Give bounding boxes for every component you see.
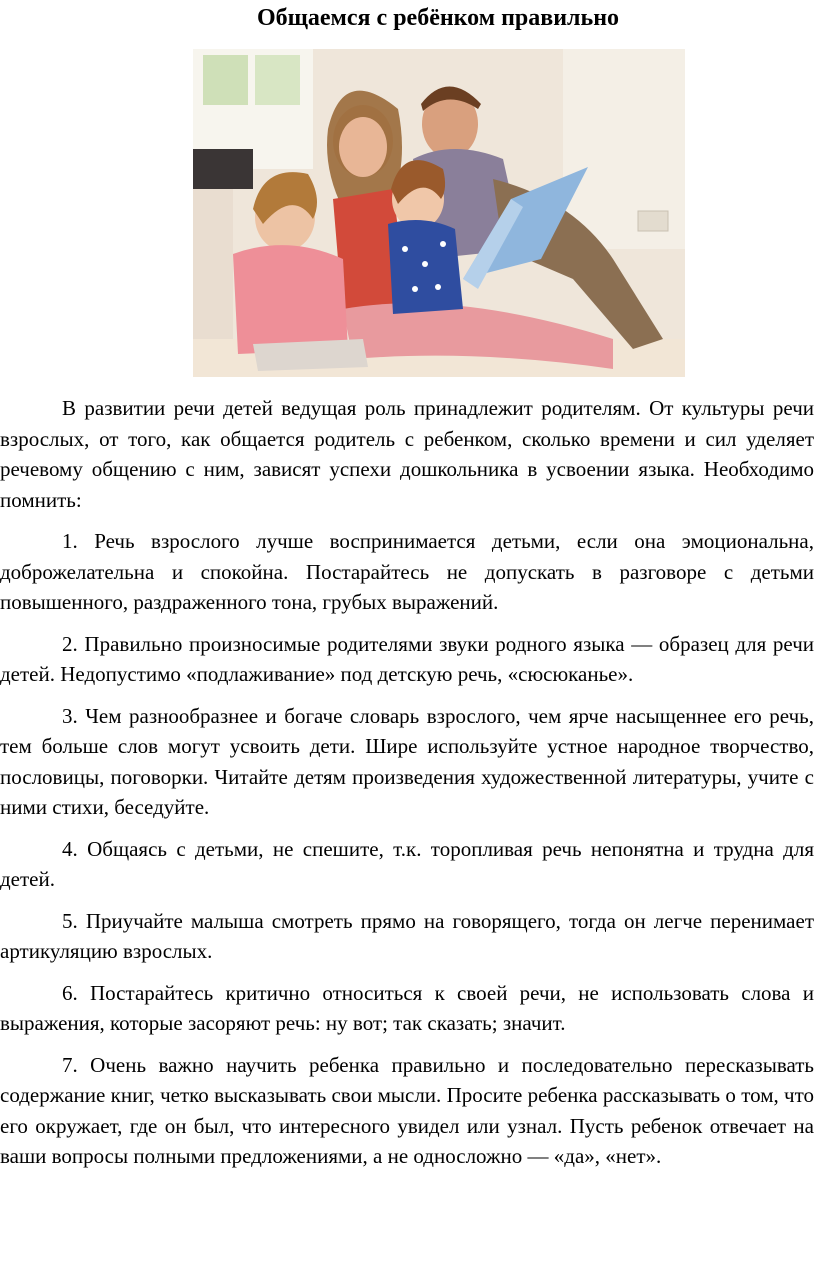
list-item-5: 5. Приучайте малыша смотреть прямо на говорящего, тогда он легче перенимает артикуляцию взрослых.: [0, 908, 814, 963]
list-item-7: 7. Очень важно научить ребенка правильно и последовательно пересказывать содержание книг, четко высказывать свои мысли. Просите ребенка рассказывать о том, что его окружает, где он был, что интересного увидел или узнал. Пусть ребенок отвечает на ваши вопросы полными предложениями, а не односложно — «да», «нет».: [0, 1052, 814, 1168]
list-item-3: 3. Чем разнообразнее и богаче словарь взрослого, чем ярче насыщеннее его речь, тем больше слов могут усвоить дети. Шире используйте устное народное творчество, пословицы, поговорки. Читайте детям произведения художественной литературы, учите с ними стихи, беседуйте.: [0, 703, 814, 819]
intro-paragraph: В развитии речи детей ведущая роль принадлежит родителям. От культуры речи взрослых, от того, как общается родитель с ребенком, сколько времени и сил уделяет речевому общению с ним, зависят успехи дошкольника в усвоении языка. Необходимо помнить:: [0, 396, 814, 512]
list-item-2: 2. Правильно произносимые родителями звуки родного языка — образец для речи детей. Недопустимо «подлаживание» под детскую речь, «сюсюканье».: [0, 631, 814, 686]
article-body: [0, 393, 814, 1183]
list-item-4: 4. Общаясь с детьми, не спешите, т.к. торопливая речь непонятна и трудна для детей.: [0, 836, 814, 891]
list-item-1: 1. Речь взрослого лучше воспринимается детьми, если она эмоциональна, доброжелательна и спокойна. Постарайтесь не допускать в разговоре с детьми повышенного, раздраженного тона, грубых выражений.: [0, 529, 814, 614]
page-title: Общаемся с ребёнком правильно: [256, 5, 620, 31]
list-item-6: 6. Постарайтесь критично относиться к своей речи, не использовать слова и выражения, которые засоряют речь: ну вот; так сказать; значит.: [0, 980, 814, 1035]
family-reading-photo: [193, 49, 685, 377]
